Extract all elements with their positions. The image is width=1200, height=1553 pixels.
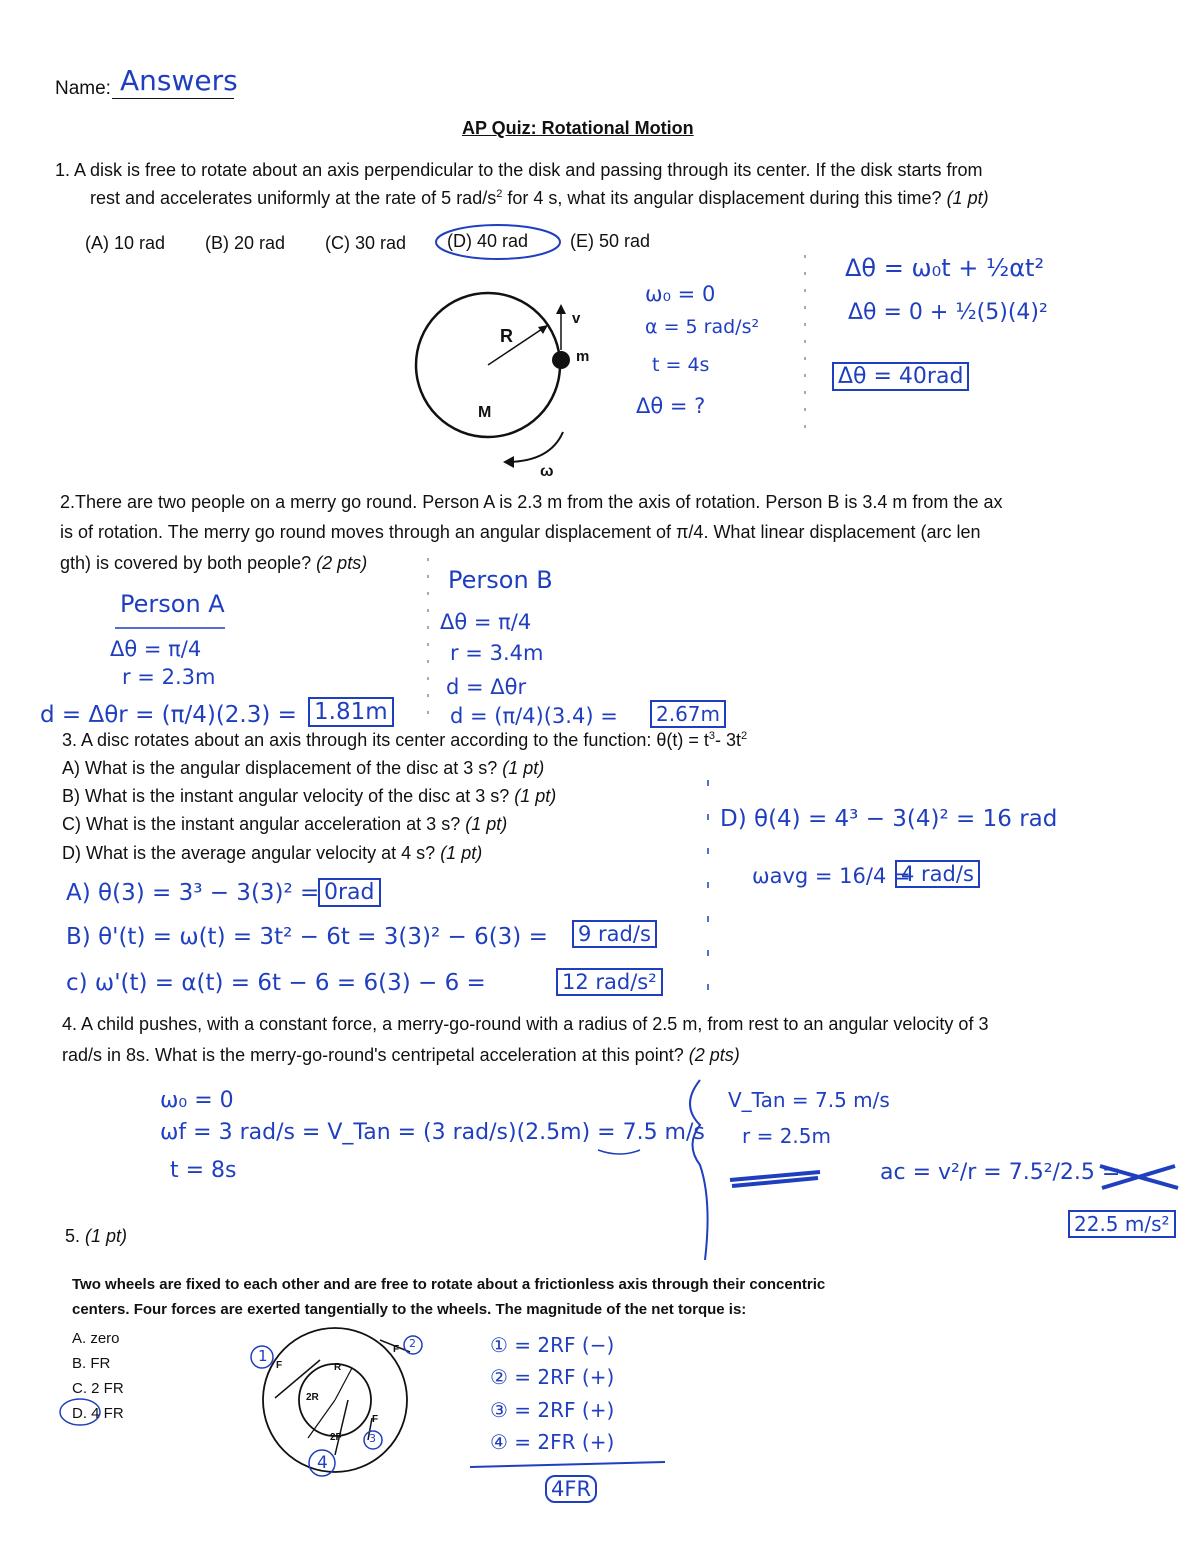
q4-work-right-1: r = 2.5m — [742, 1124, 831, 1148]
q5-force-4 — [335, 1400, 348, 1455]
q5-text1: Two wheels are fixed to each other and are free to rotate about a frictionless axis through their concentric — [72, 1276, 826, 1293]
q5-force-label-4: 4 — [317, 1453, 328, 1473]
q4-answer: 22.5 m/s² — [1068, 1210, 1176, 1238]
q3-answer-d-box: 4 rad/s — [895, 860, 980, 888]
q2-person-a-2: r = 2.3m — [122, 665, 216, 689]
q3-sup1: 3 — [708, 730, 715, 742]
q2-person-b-eq: d = (π/4)(3.4) = — [450, 704, 618, 728]
q4-brace — [690, 1080, 708, 1260]
q3-sup2: 2 — [741, 730, 748, 742]
q1-mass-dot — [552, 351, 570, 369]
q1-line2-a: rest and accelerates uniformly at the rate of 5 rad/s — [90, 188, 497, 208]
q3-part-c — [62, 814, 507, 835]
q2-line3 — [60, 553, 367, 574]
q1-line2-b: for 4 s, what its angular displacement during this time? — [502, 188, 947, 208]
q1-points: (1 pt) — [946, 188, 989, 208]
name-label: Name: — [55, 78, 111, 99]
q1-answer: Δθ = 40rad — [832, 362, 969, 391]
q4-ac-eq: ac = v²/r = 7.5²/2.5 = — [880, 1160, 1121, 1185]
q3-answer-c-box: 12 rad/s² — [556, 968, 663, 996]
q3-part-d-text: D) What is the average angular velocity at 4 s? — [62, 843, 441, 863]
q1-work-2: t = 4s — [652, 354, 710, 376]
q5-option-b: B. FR — [72, 1355, 111, 1372]
q2-person-b-title: Person B — [448, 566, 553, 594]
q2-person-a-eq: d = Δθr = (π/4)(2.3) = — [40, 702, 297, 728]
q1-work-1: α = 5 rad/s² — [645, 316, 760, 338]
q4-work-2: t = 8s — [170, 1158, 237, 1183]
q3-part-c-pts: (1 pt) — [465, 814, 508, 834]
q5-work-2: ③ = 2RF (+) — [490, 1398, 615, 1422]
q5-label — [65, 1226, 127, 1247]
q5-label-2r: 2R — [306, 1392, 319, 1403]
q1-omega-arrow — [506, 432, 563, 462]
q5-label-text: 5. — [65, 1226, 86, 1246]
q1-line1: 1. A disk is free to rotate about an axis perpendicular to the disk and passing through its center. If the disk starts from — [55, 160, 983, 180]
q3-part-a-pts: (1 pt) — [502, 758, 545, 778]
q3-answer-b: B) θ'(t) = ω(t) = 3t² − 6t = 3(3)² − 6(3) = — [66, 924, 548, 950]
q2-person-a-title: Person A — [120, 590, 225, 618]
q2-person-a-answer: 1.81m — [308, 697, 394, 727]
q5-points: (1 pt) — [85, 1226, 128, 1246]
q3-line1-a: 3. A disc rotates about an axis through its center according to the function: θ(t) = t — [62, 730, 709, 750]
q2-person-b-1: Δθ = π/4 — [440, 610, 532, 634]
q3-part-d — [62, 843, 482, 864]
name-value: Answers — [120, 64, 238, 97]
q3-part-b-pts: (1 pt) — [514, 786, 557, 806]
q3-answer-a-box: 0rad — [318, 878, 381, 907]
q3-line1-mid: - 3t — [715, 730, 742, 750]
q3-part-a-text: A) What is the angular displacement of the disc at 3 s? — [62, 758, 503, 778]
q5-force-label-1: 1 — [258, 1347, 268, 1365]
q2-line2: is of rotation. The merry go round moves through an angular displacement of π/4. What linear displacement (arc len — [60, 522, 981, 542]
q2-points: (2 pts) — [316, 553, 368, 573]
q1-choice-b: (B) 20 rad — [205, 233, 286, 253]
q3-part-c-text: C) What is the instant angular acceleration at 3 s? — [62, 814, 466, 834]
q5-label-r: R — [334, 1362, 342, 1373]
q5-work-0: ① = 2RF (−) — [490, 1333, 615, 1357]
q3-answer-d2: ωavg = 16/4 = — [752, 864, 911, 888]
q1-choice-a: (A) 10 rad — [85, 233, 166, 253]
q1-label-r: R — [500, 326, 513, 346]
q3-part-b — [62, 786, 556, 807]
q1-choice-d: (D) 40 rad — [447, 231, 529, 251]
q5-label-f3: F — [372, 1414, 379, 1425]
q5-work-1: ② = 2RF (+) — [490, 1365, 615, 1389]
q5-force-label-3: 3 — [369, 1432, 376, 1445]
q2-person-b-answer: 2.67m — [650, 700, 726, 728]
q5-force-label-2: 2 — [409, 1337, 416, 1350]
q1-choice-c: (C) 30 rad — [325, 233, 407, 253]
q5-option-d: D. 4 FR — [72, 1405, 124, 1422]
q4-work-1: ωf = 3 rad/s = V_Tan = (3 rad/s)(2.5m) = 7.5 m/s — [160, 1120, 705, 1145]
q3-part-b-text: B) What is the instant angular velocity of the disc at 3 s? — [62, 786, 515, 806]
q5-label-f1: F — [276, 1360, 283, 1371]
q2-person-b-3: d = Δθr — [446, 675, 527, 699]
q1-work-3: Δθ = ? — [636, 394, 706, 418]
q1-label-M: M — [478, 404, 492, 421]
q1-label-omega: ω — [540, 463, 554, 480]
q3-answer-d: D) θ(4) = 4³ − 3(4)² = 16 rad — [720, 806, 1058, 832]
q5-text2: centers. Four forces are exerted tangentially to the wheels. The magnitude of the net torque is: — [72, 1301, 747, 1318]
q1-work-0: ω₀ = 0 — [645, 282, 716, 306]
q4-line2-text: rad/s in 8s. What is the merry-go-round's centripetal acceleration at this point? — [62, 1045, 689, 1065]
q1-label-v: v — [572, 310, 581, 327]
q1-radius-arrow — [488, 325, 548, 365]
q2-person-a-1: Δθ = π/4 — [110, 637, 202, 661]
q4-work-right-0: V_Tan = 7.5 m/s — [728, 1088, 890, 1112]
q5-option-c: C. 2 FR — [72, 1380, 124, 1397]
q3-part-d-pts: (1 pt) — [440, 843, 483, 863]
q3-part-a — [62, 758, 544, 779]
q5-label-f2: F — [393, 1344, 400, 1355]
page-title: AP Quiz: Rotational Motion — [462, 118, 694, 138]
q1-work-right-0: Δθ = ω₀t + ½αt² — [845, 254, 1045, 282]
q1-line2-sup: 2 — [496, 188, 503, 200]
q5-label-2f: 2F — [330, 1432, 342, 1443]
q5-answer: 4FR — [545, 1475, 597, 1503]
q1-answer-circle — [436, 225, 560, 259]
q3-answer-a: A) θ(3) = 3³ − 3(3)² = — [66, 880, 320, 906]
q2-line3-text: gth) is covered by both people? — [60, 553, 317, 573]
q4-work-0: ω₀ = 0 — [160, 1088, 234, 1113]
q1-choice-e: (E) 50 rad — [570, 231, 651, 251]
q1-label-m: m — [576, 348, 590, 365]
q3-line1 — [62, 730, 747, 751]
q4-line1: 4. A child pushes, with a constant force, a merry-go-round with a radius of 2.5 m, from rest to an angular velocity of 3 — [62, 1014, 989, 1034]
q4-line2 — [62, 1045, 740, 1066]
q5-option-a: A. zero — [72, 1330, 120, 1347]
q2-line1: 2.There are two people on a merry go round. Person A is 2.3 m from the axis of rotation. Person B is 3.4 m from the ax — [60, 492, 1003, 512]
q3-answer-b-box: 9 rad/s — [572, 920, 657, 948]
q1-work-right-1: Δθ = 0 + ½(5)(4)² — [848, 300, 1048, 325]
q3-answer-c: c) ω'(t) = α(t) = 6t − 6 = 6(3) − 6 = — [66, 970, 486, 996]
q5-work-3: ④ = 2FR (+) — [490, 1430, 615, 1454]
q2-person-b-2: r = 3.4m — [450, 641, 544, 665]
q4-points: (2 pts) — [688, 1045, 740, 1065]
